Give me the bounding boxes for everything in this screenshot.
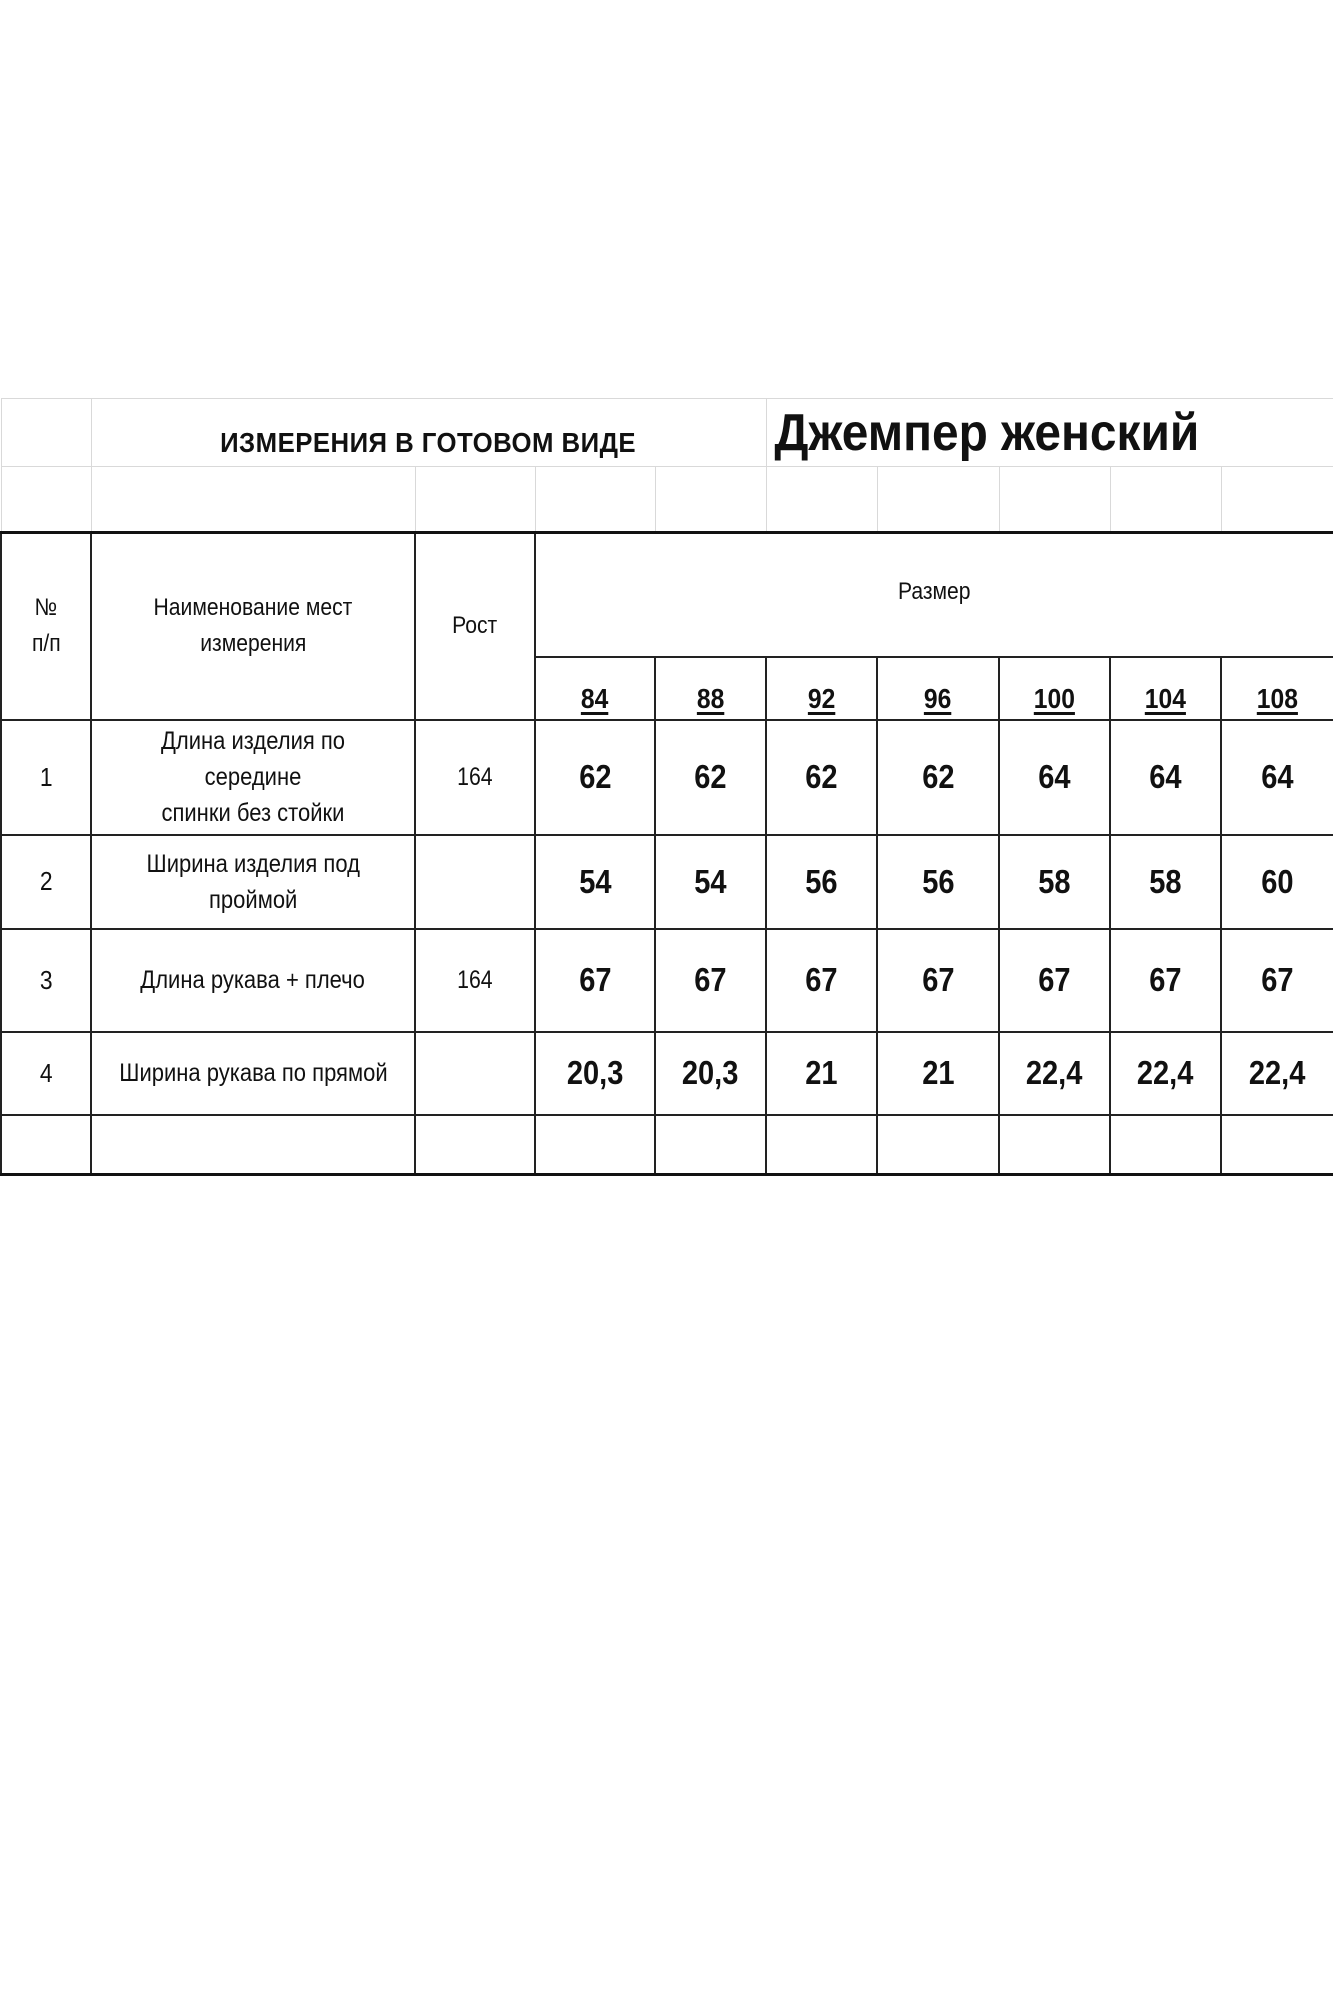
value-cell <box>1110 720 1221 835</box>
empty-cell <box>1221 1115 1333 1175</box>
measurement-name-line1: Ширина изделия под <box>146 849 360 878</box>
value-text: 58 <box>1038 862 1071 900</box>
height-value-text: 164 <box>457 762 493 791</box>
value-text: 21 <box>921 1054 955 1091</box>
value-cell <box>877 929 999 1032</box>
empty-bottom-row <box>1 1115 1333 1175</box>
table-row <box>1 1032 1333 1115</box>
empty-cell <box>877 1115 999 1175</box>
value-text: 62 <box>694 758 727 795</box>
value-text: 64 <box>1038 758 1071 795</box>
size-label: 100 <box>1033 683 1076 714</box>
table-row <box>1 835 1333 929</box>
number-header <box>1 533 91 720</box>
value-text: 67 <box>578 961 612 998</box>
size-88 <box>655 657 766 720</box>
name-header <box>91 533 415 720</box>
value-text: 20,3 <box>682 1054 739 1091</box>
empty-top-row <box>1 467 1333 533</box>
empty-cell <box>91 467 415 533</box>
size-104 <box>1110 657 1221 720</box>
empty-cell <box>1110 467 1221 533</box>
value-cell <box>766 835 877 929</box>
value-cell <box>999 720 1110 835</box>
value-cell <box>766 1032 877 1115</box>
main-title: ИЗМЕРЕНИЯ В ГОТОВОМ ВИДЕ <box>220 426 637 458</box>
measurement-table <box>0 398 1333 1176</box>
size-group-label: Размер <box>898 578 971 605</box>
row-number <box>1 1032 91 1115</box>
value-cell <box>655 720 766 835</box>
row-number-text: 4 <box>39 1057 53 1088</box>
number-header-line2: п/п <box>31 630 61 658</box>
value-text: 62 <box>805 758 838 795</box>
value-text: 58 <box>1149 862 1182 900</box>
value-text: 22,4 <box>1026 1054 1083 1091</box>
value-cell <box>655 929 766 1032</box>
value-text: 67 <box>694 961 727 998</box>
header-row <box>1 533 1333 657</box>
value-cell <box>999 929 1110 1032</box>
value-cell <box>1110 929 1221 1032</box>
value-cell <box>1221 1032 1333 1115</box>
title-blank-cell <box>1 399 91 467</box>
value-cell <box>877 720 999 835</box>
table-row <box>1 720 1333 835</box>
value-cell <box>655 1032 766 1115</box>
size-92 <box>766 657 877 720</box>
value-cell <box>999 835 1110 929</box>
value-cell <box>535 835 655 929</box>
value-text: 56 <box>805 862 838 900</box>
name-header-line1: Наименование мест <box>153 594 353 622</box>
size-100 <box>999 657 1110 720</box>
empty-cell <box>415 1115 535 1175</box>
size-label: 108 <box>1256 683 1299 714</box>
measurement-name <box>91 929 415 1032</box>
value-text: 56 <box>921 862 955 900</box>
row-number <box>1 720 91 835</box>
height-value <box>415 720 535 835</box>
height-value <box>415 835 535 929</box>
size-label: 92 <box>807 683 836 714</box>
value-text: 67 <box>1261 961 1294 998</box>
empty-cell <box>999 1115 1110 1175</box>
empty-cell <box>91 1115 415 1175</box>
value-text: 20,3 <box>566 1054 624 1091</box>
value-text: 64 <box>1149 758 1182 795</box>
value-text: 64 <box>1261 758 1294 795</box>
empty-cell <box>1 1115 91 1175</box>
measurement-name-line2: проймой <box>208 885 298 914</box>
value-cell <box>535 720 655 835</box>
empty-cell <box>999 467 1110 533</box>
value-text: 67 <box>1149 961 1182 998</box>
height-value <box>415 1032 535 1115</box>
value-cell <box>535 929 655 1032</box>
value-text: 62 <box>921 758 955 795</box>
measurement-name-line1: Длина изделия по середине <box>160 727 346 791</box>
number-header-line1: № <box>34 594 58 622</box>
row-number-text: 2 <box>39 866 53 896</box>
empty-cell <box>1 467 91 533</box>
measurement-sheet <box>0 398 1333 1176</box>
product-title: Джемпер женский <box>773 403 1199 462</box>
size-label: 104 <box>1144 683 1187 714</box>
size-84 <box>535 657 655 720</box>
measurement-name-line1: Ширина рукава по прямой <box>118 1059 388 1087</box>
value-cell <box>766 929 877 1032</box>
value-text: 67 <box>1038 961 1071 998</box>
size-96 <box>877 657 999 720</box>
height-header <box>415 533 535 720</box>
measurement-name <box>91 835 415 929</box>
size-group-header <box>535 533 1333 657</box>
name-header-line2: измерения <box>199 630 307 658</box>
empty-cell <box>766 467 877 533</box>
measurement-name-line1: Длина рукава + плечо <box>140 966 366 994</box>
empty-cell <box>655 467 766 533</box>
value-text: 21 <box>805 1054 838 1091</box>
empty-cell <box>535 1115 655 1175</box>
value-text: 54 <box>694 862 727 900</box>
height-value <box>415 929 535 1032</box>
measurement-name-line2: спинки без стойки <box>161 799 345 827</box>
value-cell <box>877 1032 999 1115</box>
size-label: 84 <box>581 683 609 714</box>
value-cell <box>1110 835 1221 929</box>
value-cell <box>999 1032 1110 1115</box>
value-cell <box>535 1032 655 1115</box>
table-row <box>1 929 1333 1032</box>
empty-cell <box>655 1115 766 1175</box>
value-cell <box>1221 929 1333 1032</box>
row-number-text: 3 <box>39 964 53 995</box>
empty-cell <box>535 467 655 533</box>
empty-cell <box>415 467 535 533</box>
size-label: 96 <box>924 683 952 714</box>
height-header-label: Рост <box>452 612 498 640</box>
empty-cell <box>877 467 999 533</box>
value-text: 62 <box>578 758 612 795</box>
product-title-cell <box>766 399 1333 467</box>
value-cell <box>655 835 766 929</box>
measurement-name <box>91 1032 415 1115</box>
value-cell <box>1221 835 1333 929</box>
value-cell <box>877 835 999 929</box>
value-cell <box>1110 1032 1221 1115</box>
height-value-text: 164 <box>457 965 493 994</box>
row-number-text: 1 <box>39 761 53 792</box>
empty-cell <box>766 1115 877 1175</box>
title-row <box>1 399 1333 467</box>
size-label: 88 <box>696 683 725 714</box>
value-text: 67 <box>805 961 838 998</box>
value-cell <box>1221 720 1333 835</box>
value-text: 60 <box>1261 862 1294 900</box>
value-cell <box>766 720 877 835</box>
empty-cell <box>1221 467 1333 533</box>
empty-cell <box>1110 1115 1221 1175</box>
value-text: 67 <box>921 961 955 998</box>
row-number <box>1 835 91 929</box>
value-text: 22,4 <box>1137 1054 1194 1091</box>
value-text: 22,4 <box>1249 1054 1306 1091</box>
size-108 <box>1221 657 1333 720</box>
measurement-name <box>91 720 415 835</box>
value-text: 54 <box>578 862 612 900</box>
row-number <box>1 929 91 1032</box>
main-title-cell <box>91 399 766 467</box>
